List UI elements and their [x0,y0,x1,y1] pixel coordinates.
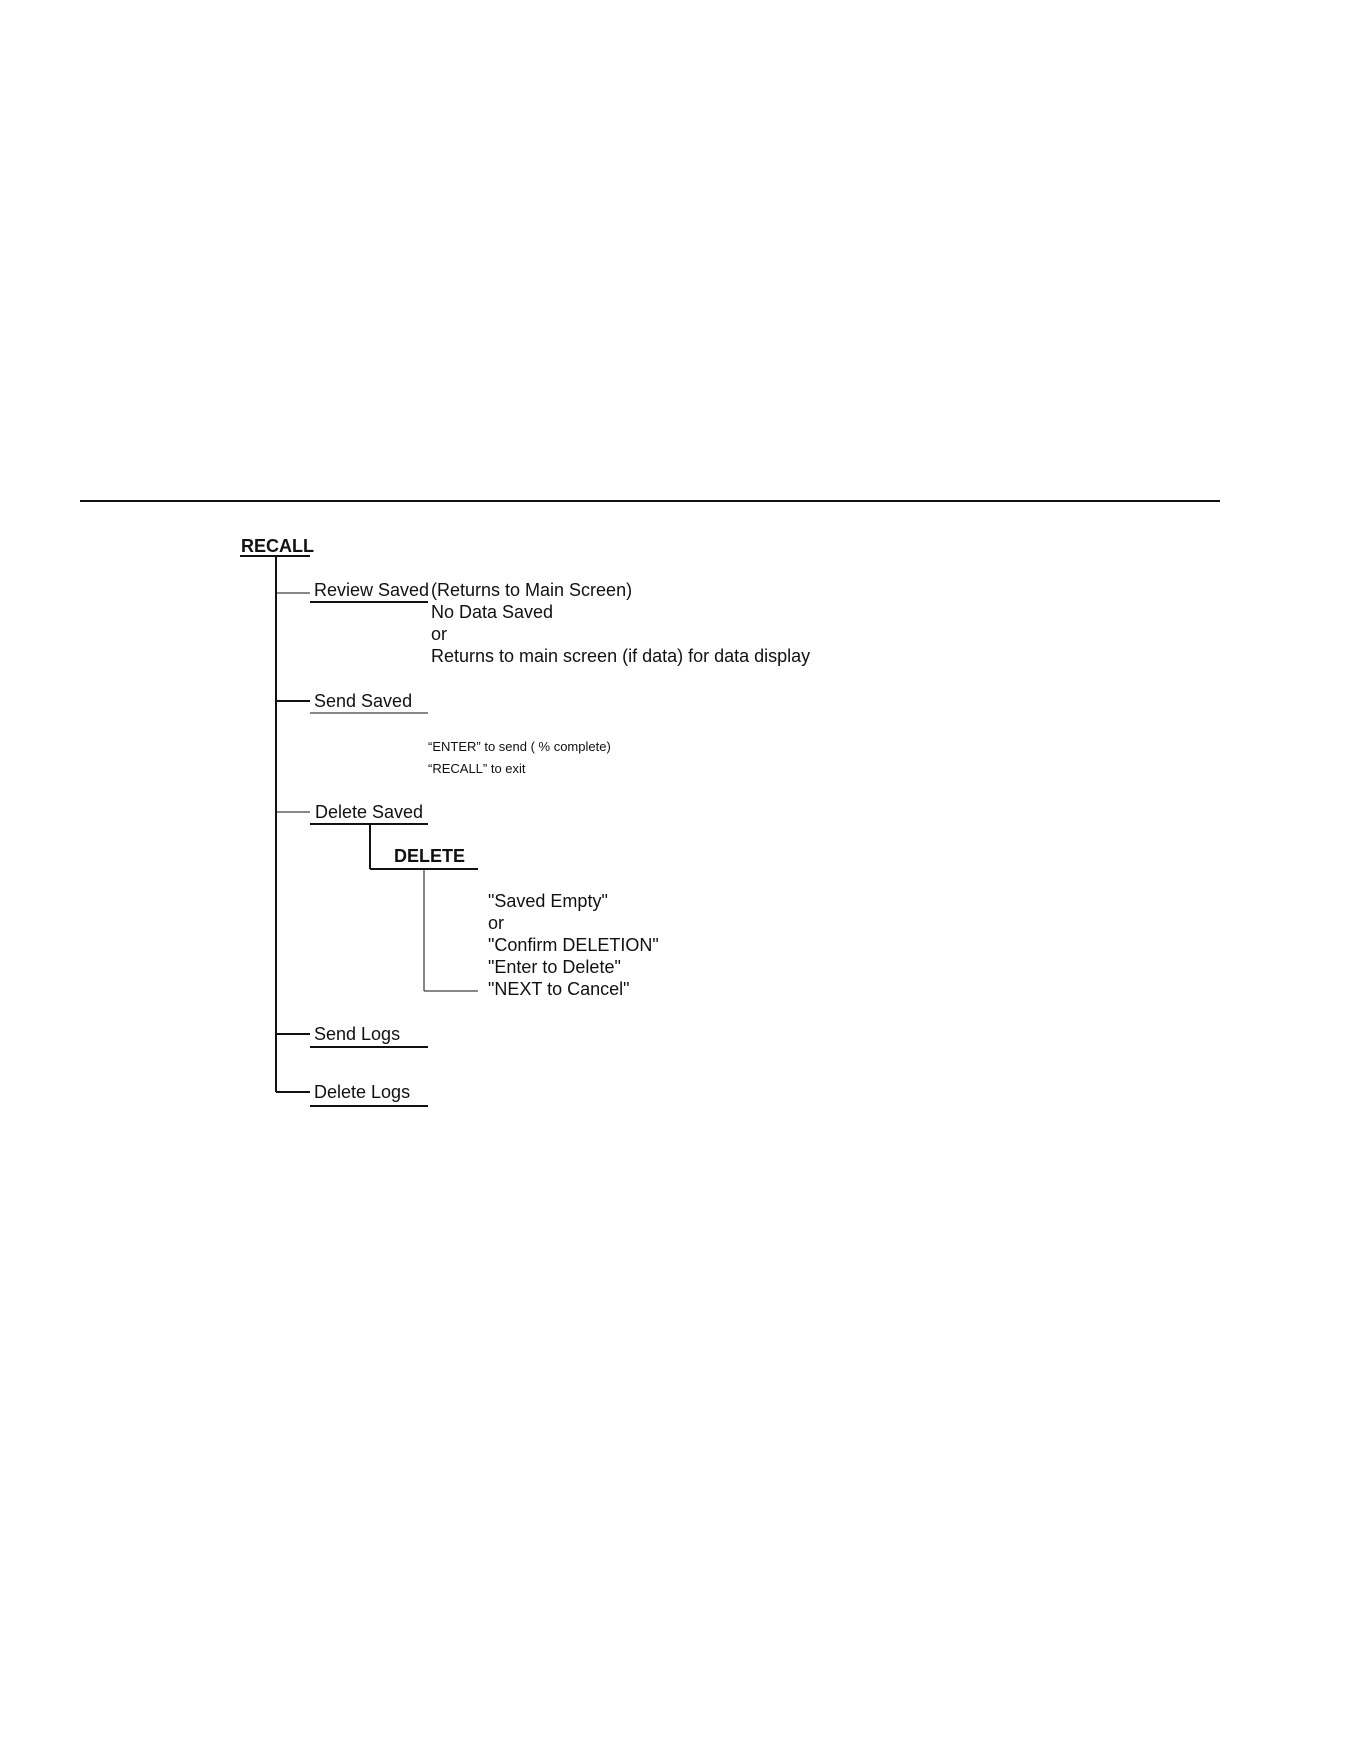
recall-title: RECALL [241,536,314,556]
send-saved-detail: “RECALL” to exit [428,761,526,776]
delete-logs-label: Delete Logs [314,1082,411,1102]
delete-detail: "Confirm DELETION" [488,935,659,955]
review-saved-detail: Returns to main screen (if data) for data display [431,646,811,666]
review-saved-detail: No Data Saved [431,602,554,622]
send-saved-detail: “ENTER” to send ( % complete) [428,739,611,754]
review-saved-label: Review Saved [314,580,430,600]
delete-detail: "NEXT to Cancel" [488,979,630,999]
delete-detail: "Enter to Delete" [488,957,621,977]
delete-detail: or [488,913,505,933]
delete-title: DELETE [394,846,466,866]
review-saved-detail: or [431,624,448,644]
delete-saved-label: Delete Saved [315,802,424,822]
send-logs-label: Send Logs [314,1024,401,1044]
review-saved-note: (Returns to Main Screen) [431,580,633,600]
send-saved-label: Send Saved [314,691,413,711]
delete-detail: "Saved Empty" [488,891,608,911]
